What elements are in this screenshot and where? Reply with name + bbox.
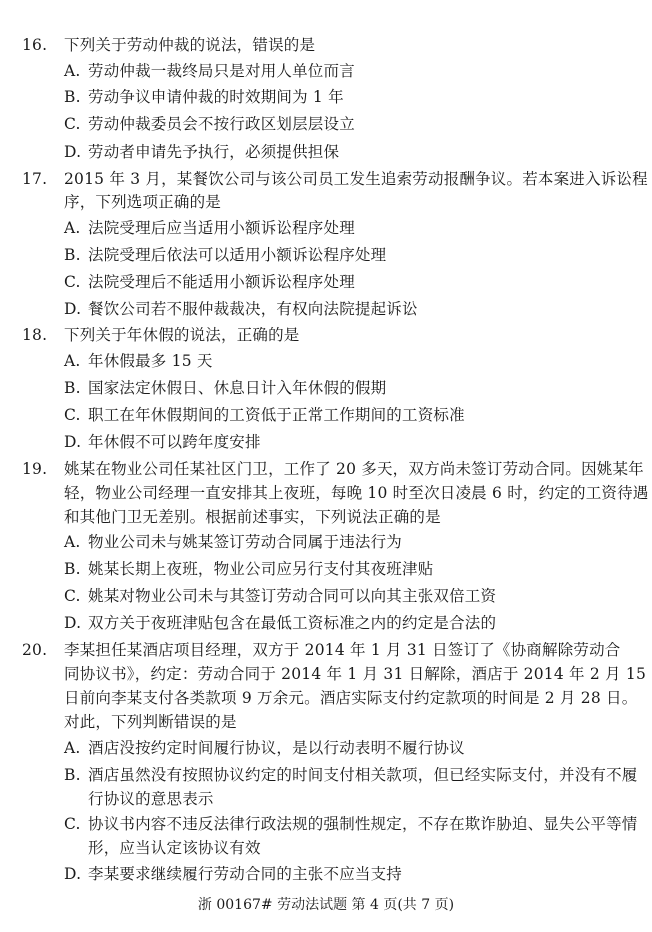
option-text: 酒店没按约定时间履行协议，是以行动表明不履行协议: [88, 739, 465, 757]
option-c: [64, 405, 465, 425]
question-stem: 2015 年 3 月，某餐饮公司与该公司员工发生追索劳动报酬争议。若本案进入诉讼程: [64, 170, 648, 188]
option-b: [64, 765, 638, 785]
option-label: C.: [64, 815, 81, 833]
option-text: 劳动仲裁一裁终局只是对用人单位而言: [88, 62, 355, 80]
question-stem: 下列关于劳动仲裁的说法，错误的是: [64, 36, 316, 54]
option-b: [64, 245, 386, 265]
option-text: 年休假不可以跨年度安排: [88, 433, 261, 451]
option-a: [64, 351, 213, 371]
option-text: 劳动争议申请仲裁的时效期间为 1 年: [88, 88, 344, 106]
option-label: A.: [64, 739, 81, 757]
question-number: 16.: [22, 36, 48, 54]
option-label: D.: [64, 433, 82, 451]
question-number: 18.: [22, 326, 48, 344]
option-label: B.: [64, 88, 81, 106]
option-c: [64, 114, 355, 134]
question-number: 20.: [22, 641, 48, 659]
option-label: A.: [64, 352, 81, 370]
page-footer: 浙 00167# 劳动法试题 第 4 页(共 7 页): [197, 897, 455, 913]
option-text: 协议书内容不违反法律行政法规的强制性规定，不存在欺诈胁迫、显失公平等情: [88, 815, 638, 833]
option-b: [64, 559, 433, 579]
option-text: 姚某长期上夜班，物业公司应另行支付其夜班津贴: [88, 560, 434, 578]
option-label: D.: [64, 614, 82, 632]
option-label: D.: [64, 865, 82, 883]
option-a: [64, 61, 355, 81]
option-label: C.: [64, 406, 81, 424]
option-text: 年休假最多 15 天: [88, 352, 213, 370]
option-label: D.: [64, 143, 82, 161]
option-text: 劳动仲裁委员会不按行政区划层层设立: [88, 115, 355, 133]
option-label: B.: [64, 560, 81, 578]
option-text: 酒店虽然没有按照协议约定的时间支付相关款项，但已经实际支付，并没有不履: [88, 766, 638, 784]
option-c: [64, 814, 638, 834]
option-c: [64, 586, 496, 606]
option-a: [64, 738, 465, 758]
option-d: [64, 142, 339, 162]
question-stem: 李某担任某酒店项目经理，双方于 2014 年 1 月 31 日签订了《协商解除劳动合: [64, 641, 621, 659]
option-text: 姚某对物业公司未与其签订劳动合同可以向其主张双倍工资: [88, 587, 497, 605]
option-label: A.: [64, 219, 81, 237]
question-stem-continued: 同协议书》，约定：劳动合同于 2014 年 1 月 31 日解除，酒店于 2014 年 2 月 15: [64, 665, 647, 683]
option-label: B.: [64, 766, 81, 784]
option-text: 餐饮公司若不服仲裁裁决，有权向法院提起诉讼: [88, 300, 418, 318]
option-b: [64, 87, 344, 107]
option-text: 职工在年休假期间的工资低于正常工作期间的工资标准: [88, 406, 465, 424]
option-text: 国家法定休假日、休息日计入年休假的假期: [88, 379, 387, 397]
question-stem-continued: 和其他门卫无差别。根据前述事实，下列说法正确的是: [64, 508, 441, 526]
option-label: B.: [64, 379, 81, 397]
option-d: [64, 613, 496, 633]
question-stem: 姚某在物业公司任某社区门卫，工作了 20 多天，双方尚未签订劳动合同。因姚某年: [64, 460, 644, 478]
option-text: 双方关于夜班津贴包含在最低工资标准之内的约定是合法的: [88, 614, 497, 632]
option-label: A.: [64, 533, 81, 551]
question-stem: 下列关于年休假的说法，正确的是: [64, 326, 300, 344]
option-label: C.: [64, 273, 81, 291]
option-b: [64, 378, 386, 398]
option-text: 法院受理后依法可以适用小额诉讼程序处理: [88, 246, 387, 264]
question-stem-continued: 日前向李某支付各类款项 9 万余元。酒店实际支付约定款项的时间是 2 月 28 日。: [64, 689, 638, 707]
option-d: [64, 432, 261, 452]
option-c: [64, 272, 355, 292]
question-stem-continued: 轻，物业公司经理一直安排其上夜班，每晚 10 时至次日凌晨 6 时，约定的工资待遇: [64, 484, 649, 502]
option-a: [64, 218, 355, 238]
option-d: [64, 299, 418, 319]
option-label: B.: [64, 246, 81, 264]
option-text: 劳动者申请先予执行，必须提供担保: [88, 143, 340, 161]
option-label: D.: [64, 300, 82, 318]
option-text: 法院受理后应当适用小额诉讼程序处理: [88, 219, 355, 237]
option-text: 物业公司未与姚某签订劳动合同属于违法行为: [88, 533, 403, 551]
option-label: A.: [64, 62, 81, 80]
option-text: 李某要求继续履行劳动合同的主张不应当支持: [88, 865, 403, 883]
option-d: [64, 864, 402, 884]
option-text-continued: 行协议的意思表示: [88, 790, 214, 808]
option-text: 法院受理后不能适用小额诉讼程序处理: [88, 273, 355, 291]
question-stem-continued: 序，下列选项正确的是: [64, 193, 222, 211]
option-label: C.: [64, 587, 81, 605]
question-stem-continued: 对此，下列判断错误的是: [64, 713, 237, 731]
question-number: 19.: [22, 460, 48, 478]
question-number: 17.: [22, 170, 48, 188]
option-a: [64, 532, 402, 552]
option-text-continued: 形，应当认定该协议有效: [88, 839, 261, 857]
option-label: C.: [64, 115, 81, 133]
